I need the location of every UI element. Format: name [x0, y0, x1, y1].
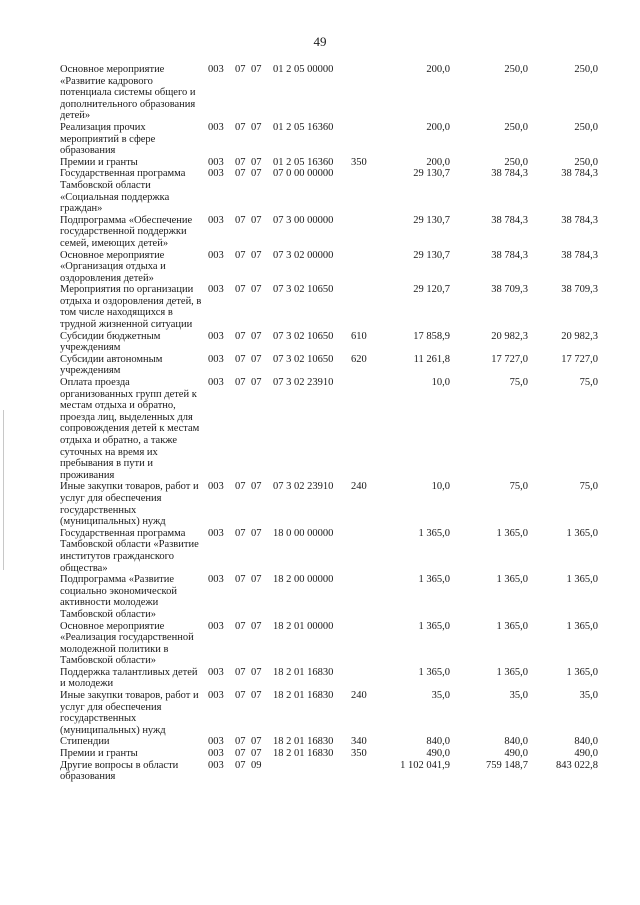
amount-year-1: 17 858,9: [413, 330, 450, 342]
section-code: 07: [235, 168, 246, 180]
section-code: 07: [235, 481, 246, 493]
admin-code: 003: [208, 481, 224, 493]
table-row: [60, 667, 608, 690]
row-name: Государственная программа Тамбовской области «Развитие институтов гражданского общества»: [60, 527, 199, 574]
amount-year-1: 200,0: [426, 121, 450, 133]
target-article-code: 18 0 00 00000: [273, 527, 334, 539]
admin-code: 003: [208, 748, 224, 760]
amount-year-3: 1 365,0: [566, 574, 598, 586]
amount-year-3: 250,0: [574, 156, 598, 168]
amount-year-3: 75,0: [579, 377, 598, 389]
amount-year-3: 38 784,3: [561, 168, 598, 180]
budget-table: [60, 64, 608, 783]
amount-year-1: 490,0: [426, 748, 450, 760]
table-row: [60, 284, 608, 330]
amount-year-2: 1 365,0: [496, 666, 528, 678]
admin-code: 003: [208, 121, 224, 133]
row-name: Основное мероприятие «Реализация государственной молодежной политики в Тамбовской области»: [60, 620, 194, 667]
amount-year-3: 1 365,0: [566, 666, 598, 678]
target-article-code: 18 2 01 16830: [273, 666, 334, 678]
expense-type-code: 340: [351, 736, 367, 748]
amount-year-1: 200,0: [426, 156, 450, 168]
subsection-code: 07: [251, 168, 262, 180]
target-article-code: 07 3 02 10650: [273, 284, 334, 296]
target-article-code: 18 2 01 16830: [273, 736, 334, 748]
admin-code: 003: [208, 527, 224, 539]
target-article-code: 07 3 00 00000: [273, 214, 334, 226]
target-article-code: 07 0 00 00000: [273, 168, 334, 180]
admin-code: 003: [208, 330, 224, 342]
target-article-code: 18 2 01 16830: [273, 690, 334, 702]
target-article-code: 07 3 02 00000: [273, 249, 334, 261]
admin-code: 003: [208, 666, 224, 678]
admin-code: 003: [208, 64, 224, 75]
section-code: 07: [235, 574, 246, 586]
table-row: [60, 528, 608, 574]
subsection-code: 07: [251, 249, 262, 261]
admin-code: 003: [208, 214, 224, 226]
section-code: 07: [235, 353, 246, 365]
target-article-code: 18 2 01 16830: [273, 748, 334, 760]
subsection-code: 07: [251, 620, 262, 632]
subsection-code: 07: [251, 377, 262, 389]
section-code: 07: [235, 748, 246, 760]
amount-year-1: 1 365,0: [418, 574, 450, 586]
amount-year-1: 11 261,8: [413, 353, 450, 365]
amount-year-2: 250,0: [504, 64, 528, 75]
amount-year-3: 20 982,3: [561, 330, 598, 342]
target-article-code: 18 2 00 00000: [273, 574, 334, 586]
amount-year-2: 38 784,3: [491, 168, 528, 180]
amount-year-2: 38 784,3: [491, 249, 528, 261]
table-row: [60, 377, 608, 481]
amount-year-3: 38 709,3: [561, 284, 598, 296]
amount-year-1: 1 365,0: [418, 666, 450, 678]
table-row: [60, 621, 608, 667]
subsection-code: 07: [251, 64, 262, 75]
table-row: [60, 250, 608, 285]
table-row: [60, 64, 608, 122]
table-row: [60, 690, 608, 736]
section-code: 07: [235, 249, 246, 261]
admin-code: 003: [208, 620, 224, 632]
row-name: Основное мероприятие «Развитие кадрового потенциала системы общего и дополнительного образования детей»: [60, 64, 196, 122]
page-number: 49: [313, 34, 327, 49]
row-name: Иные закупки товаров, работ и услуг для обеспечения государственных (муниципальных) нужд: [60, 481, 199, 528]
table-row: [60, 331, 608, 354]
amount-year-1: 840,0: [426, 736, 450, 748]
admin-code: 003: [208, 690, 224, 702]
amount-year-2: 38 784,3: [491, 214, 528, 226]
table-row: [60, 215, 608, 250]
section-code: 07: [235, 620, 246, 632]
row-name: Субсидии бюджетным учреждениям: [60, 330, 161, 354]
expense-type-code: 350: [351, 156, 367, 168]
table-row: [60, 574, 608, 620]
row-name: Премии и гранты: [60, 156, 138, 168]
amount-year-2: 840,0: [504, 736, 528, 748]
target-article-code: 07 3 02 10650: [273, 353, 334, 365]
section-code: 07: [235, 666, 246, 678]
amount-year-3: 17 727,0: [561, 353, 598, 365]
admin-code: 003: [208, 156, 224, 168]
amount-year-2: 38 709,3: [491, 284, 528, 296]
scan-edge-mark: [3, 410, 4, 570]
amount-year-1: 29 120,7: [413, 284, 450, 296]
amount-year-1: 1 365,0: [418, 620, 450, 632]
expense-type-code: 240: [351, 481, 367, 493]
subsection-code: 07: [251, 666, 262, 678]
section-code: 07: [235, 330, 246, 342]
row-name: Поддержка талантливых детей и молодежи: [60, 666, 198, 690]
amount-year-1: 200,0: [426, 64, 450, 75]
amount-year-2: 1 365,0: [496, 574, 528, 586]
section-code: 07: [235, 156, 246, 168]
row-name: Другие вопросы в области образования: [60, 759, 179, 783]
subsection-code: 09: [251, 759, 262, 771]
target-article-code: 01 2 05 16360: [273, 156, 334, 168]
admin-code: 003: [208, 759, 224, 771]
section-code: 07: [235, 284, 246, 296]
amount-year-2: 250,0: [504, 156, 528, 168]
admin-code: 003: [208, 168, 224, 180]
target-article-code: 18 2 01 00000: [273, 620, 334, 632]
admin-code: 003: [208, 736, 224, 748]
amount-year-1: 10,0: [431, 377, 450, 389]
amount-year-1: 1 365,0: [418, 527, 450, 539]
amount-year-3: 250,0: [574, 121, 598, 133]
amount-year-2: 1 365,0: [496, 620, 528, 632]
expense-type-code: 620: [351, 353, 367, 365]
target-article-code: 07 3 02 23910: [273, 481, 334, 493]
table-row: [60, 354, 608, 377]
section-code: 07: [235, 214, 246, 226]
amount-year-2: 759 148,7: [486, 759, 528, 771]
admin-code: 003: [208, 353, 224, 365]
row-name: Иные закупки товаров, работ и услуг для обеспечения государственных (муниципальных) нужд: [60, 690, 199, 736]
subsection-code: 07: [251, 156, 262, 168]
subsection-code: 07: [251, 481, 262, 493]
amount-year-2: 1 365,0: [496, 527, 528, 539]
row-name: Основное мероприятие «Организация отдыха и оздоровления детей»: [60, 249, 166, 284]
amount-year-2: 75,0: [509, 481, 528, 493]
amount-year-2: 75,0: [509, 377, 528, 389]
amount-year-3: 840,0: [574, 736, 598, 748]
amount-year-2: 17 727,0: [491, 353, 528, 365]
section-code: 07: [235, 759, 246, 771]
subsection-code: 07: [251, 214, 262, 226]
expense-type-code: 610: [351, 330, 367, 342]
subsection-code: 07: [251, 690, 262, 702]
amount-year-1: 29 130,7: [413, 249, 450, 261]
amount-year-2: 490,0: [504, 748, 528, 760]
row-name: Подпрограмма «Развитие социально экономической активности молодежи Тамбовской области»: [60, 574, 177, 620]
admin-code: 003: [208, 574, 224, 586]
section-code: 07: [235, 527, 246, 539]
row-name: Государственная программа Тамбовской области «Социальная поддержка граждан»: [60, 168, 186, 215]
row-name: Подпрограмма «Обеспечение государственной поддержки семей, имеющих детей»: [60, 214, 193, 249]
section-code: 07: [235, 64, 246, 75]
target-article-code: 01 2 05 00000: [273, 64, 334, 75]
amount-year-1: 35,0: [431, 690, 450, 702]
table-row: [60, 760, 608, 783]
table-row: [60, 748, 608, 760]
amount-year-3: 35,0: [579, 690, 598, 702]
table-row: [60, 481, 608, 527]
amount-year-3: 38 784,3: [561, 249, 598, 261]
target-article-code: 01 2 05 16360: [273, 121, 334, 133]
amount-year-3: 75,0: [579, 481, 598, 493]
row-name: Реализация прочих мероприятий в сфере образования: [60, 121, 156, 157]
section-code: 07: [235, 121, 246, 133]
subsection-code: 07: [251, 748, 262, 760]
subsection-code: 07: [251, 527, 262, 539]
table-row: [60, 122, 608, 157]
row-name: Стипендии: [60, 736, 110, 748]
subsection-code: 07: [251, 736, 262, 748]
amount-year-2: 20 982,3: [491, 330, 528, 342]
table-row: [60, 168, 608, 214]
expense-type-code: 240: [351, 690, 367, 702]
amount-year-1: 10,0: [431, 481, 450, 493]
amount-year-3: 1 365,0: [566, 620, 598, 632]
table-row: [60, 736, 608, 748]
target-article-code: 07 3 02 10650: [273, 330, 334, 342]
amount-year-1: 29 130,7: [413, 168, 450, 180]
subsection-code: 07: [251, 284, 262, 296]
amount-year-3: 843 022,8: [556, 759, 598, 771]
expense-type-code: 350: [351, 748, 367, 760]
amount-year-2: 250,0: [504, 121, 528, 133]
subsection-code: 07: [251, 330, 262, 342]
section-code: 07: [235, 690, 246, 702]
amount-year-1: 1 102 041,9: [400, 759, 450, 771]
table-row: [60, 157, 608, 169]
section-code: 07: [235, 736, 246, 748]
subsection-code: 07: [251, 353, 262, 365]
admin-code: 003: [208, 249, 224, 261]
amount-year-3: 38 784,3: [561, 214, 598, 226]
subsection-code: 07: [251, 574, 262, 586]
amount-year-3: 1 365,0: [566, 527, 598, 539]
row-name: Субсидии автономным учреждениям: [60, 353, 163, 377]
section-code: 07: [235, 377, 246, 389]
amount-year-1: 29 130,7: [413, 214, 450, 226]
admin-code: 003: [208, 284, 224, 296]
row-name: Оплата проезда организованных групп детей к местам отдыха и обратно, проезда лиц, выделенных для сопровождения детей к местам отдыха и обратно, а также суточных на время их пребывания в пути и проживания: [60, 377, 200, 481]
amount-year-3: 250,0: [574, 64, 598, 75]
subsection-code: 07: [251, 121, 262, 133]
target-article-code: 07 3 02 23910: [273, 377, 334, 389]
amount-year-2: 35,0: [509, 690, 528, 702]
row-name: Премии и гранты: [60, 748, 138, 760]
admin-code: 003: [208, 377, 224, 389]
amount-year-3: 490,0: [574, 748, 598, 760]
row-name: Мероприятия по организации отдыха и оздоровления детей, в том числе находящихся в трудной жизненной ситуации: [60, 284, 202, 331]
